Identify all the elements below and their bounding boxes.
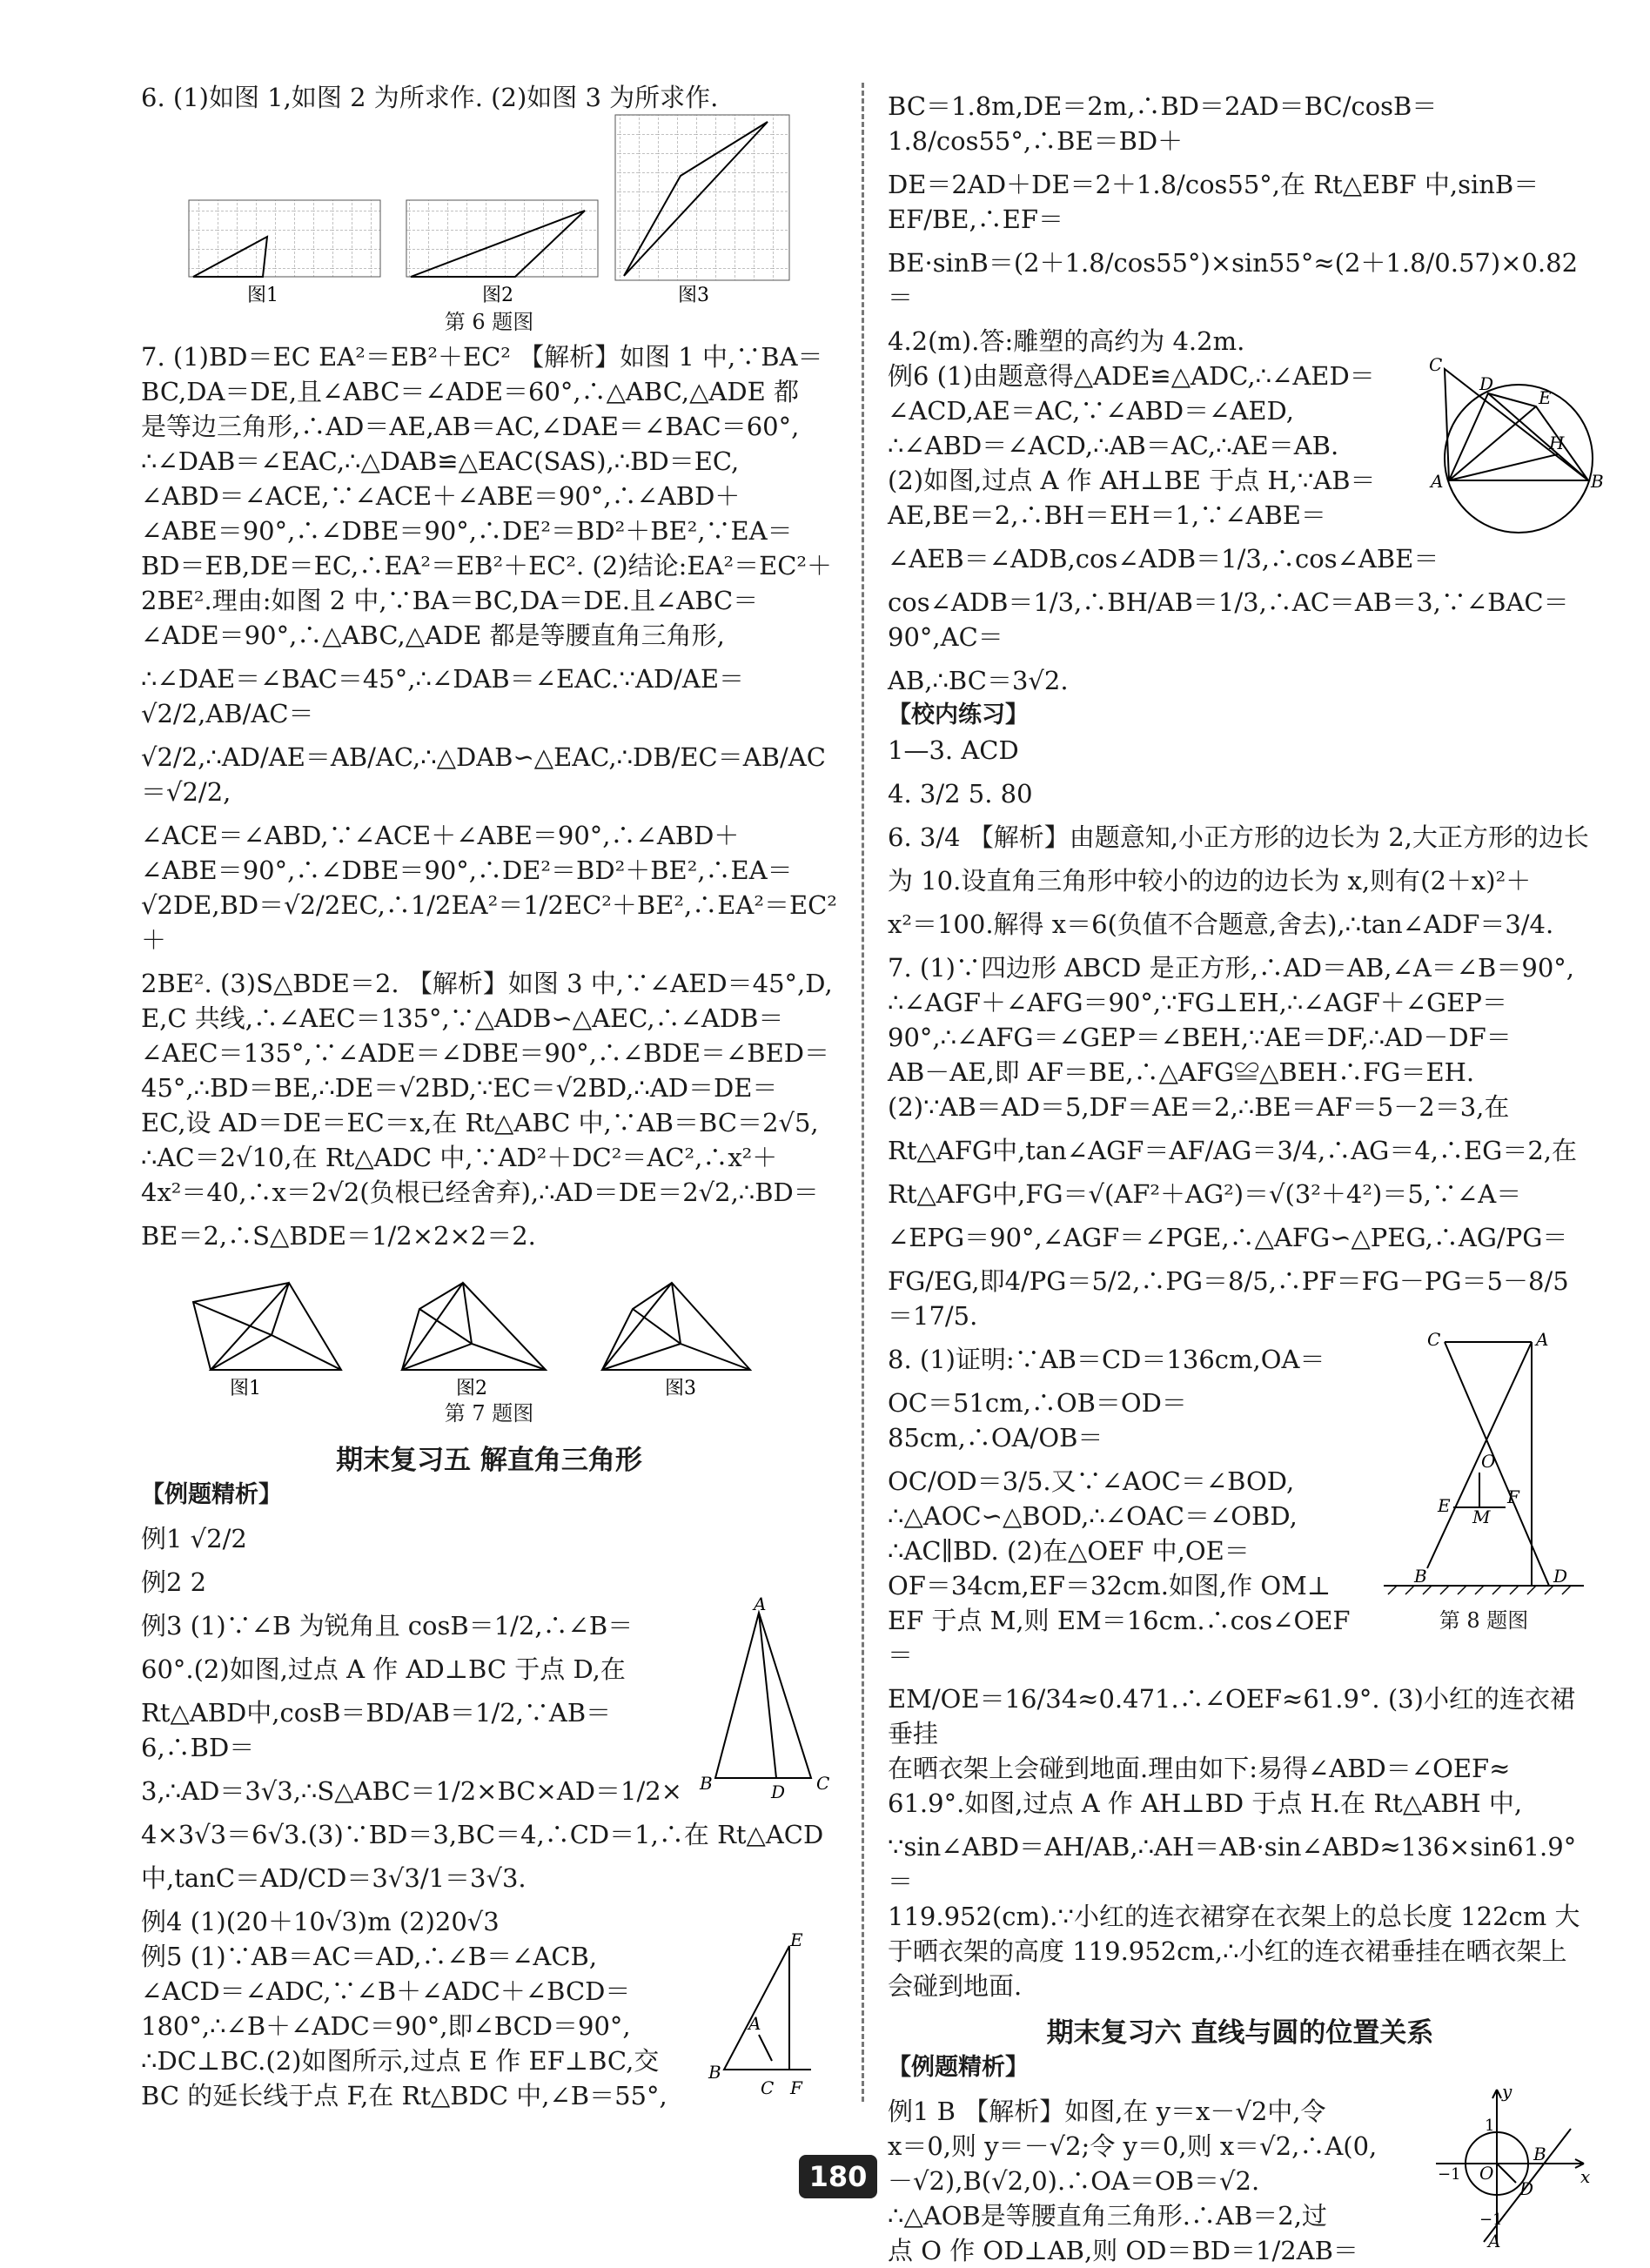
practice-8-line: 在晒衣架上会碰到地面.理由如下:易得∠ABD＝∠OEF≈ xyxy=(888,1754,1511,1783)
q7-line: ∠ACE＝∠ABD,∵∠ACE＋∠ABE＝90°,∴∠ABD＋ xyxy=(141,821,740,850)
ex5-line: 例5 (1)∵AB＝AC＝AD,∴∠B＝∠ACB, xyxy=(141,1942,598,1971)
fig-label-3: 图3 xyxy=(665,1378,696,1399)
left-column xyxy=(141,80,837,2113)
practice-8-line: ∵sin∠ABD＝AH/AB,∴AH＝AB·sin∠ABD≈136×sin61.9°＝ xyxy=(888,1832,1577,1896)
section-heading: 【例题精析】 xyxy=(141,1481,282,1508)
practice-6-line: 为 10.设直角三角形中较小的边的边长为 x,则有(2＋x)²＋ xyxy=(888,866,1532,896)
section-title-5: 期末复习五 解直角三角形 xyxy=(336,1445,642,1476)
svg-text:x: x xyxy=(1580,2166,1591,2187)
svg-text:D: D xyxy=(771,1782,786,1802)
ex5-cont-line: DE＝2AD＋DE＝2＋1.8/cos55°,在 Rt△EBF 中,sinB＝EF/BE,∴EF＝ xyxy=(888,170,1539,234)
q7-line: ∠ABE＝90°,∴∠DBE＝90°,∴DE²＝BD²＋BE²,∵EA＝ xyxy=(141,516,793,546)
svg-text:D: D xyxy=(1519,2178,1534,2199)
svg-text:B: B xyxy=(1414,1566,1427,1587)
svg-text:D: D xyxy=(1479,373,1494,394)
svg-text:B: B xyxy=(1533,2144,1546,2164)
ex5-figure xyxy=(707,1929,837,2098)
section-title-6: 期末复习六 直线与圆的位置关系 xyxy=(1046,2017,1434,2049)
q7-line: ∠ABD＝∠ACE,∵∠ACE＋∠ABE＝90°,∴∠ABD＋ xyxy=(141,481,741,511)
ex6-line: ∠ACD,AE＝AC,∵∠ABD＝∠AED, xyxy=(888,396,1294,426)
ex3-line: 4×3√3＝6√3.(3)∵BD＝3,BC＝4,∴CD＝1,∴在 Rt△ACD xyxy=(141,1820,824,1849)
q6-figure xyxy=(141,115,837,305)
ex5-line: BC 的延长线于点 F,在 Rt△BDC 中,∠B＝55°, xyxy=(141,2081,667,2110)
svg-text:A: A xyxy=(754,1594,767,1614)
q7-line: ∠ABE＝90°,∴∠DBE＝90°,∴DE²＝BD²＋BE²,∴EA＝ xyxy=(141,856,793,885)
svg-text:A: A xyxy=(1431,471,1444,492)
q7-line: BC,DA＝DE,且∠ABC＝∠ADE＝60°,∴△ABC,△ADE 都 xyxy=(141,377,799,406)
practice-8-line: 于晒衣架的高度 119.952cm,∴小红的连衣裙垂挂在晒衣架上 xyxy=(888,1936,1567,1966)
ex3-line: Rt△ABD中,cosB＝BD/AB＝1/2,∵AB＝6,∴BD＝ xyxy=(141,1698,612,1762)
q7-line: 是等边三角形,∴AD＝AE,AB＝AC,∠DAE＝∠BAC＝60°, xyxy=(141,412,800,441)
ex6-figure xyxy=(1427,354,1604,541)
ex6-line: 例6 (1)由题意得△ADE≌△ADC,∴∠AED＝ xyxy=(888,361,1375,391)
practice-7-line: AB－AE,即 AF＝BE,∴△AFG≌△BEH∴FG＝EH. xyxy=(888,1057,1475,1087)
svg-text:E: E xyxy=(790,1929,803,1950)
practice-6-line: x²＝100.解得 x＝6(负值不合题意,舍去),∴tan∠ADF＝3/4. xyxy=(888,909,1554,939)
ex1-line: x＝0,则 y＝－√2;令 y＝0,则 x＝√2,∴A(0, xyxy=(888,2131,1378,2161)
ex6-line: AE,BE＝2,∴BH＝EH＝1,∵∠ABE＝ xyxy=(888,500,1326,530)
practice-4-5: 4. 3/2 5. 80 xyxy=(888,779,1033,809)
svg-text:−1: −1 xyxy=(1479,2211,1503,2229)
svg-text:1: 1 xyxy=(1485,2117,1495,2135)
ex5-cont-line: 4.2(m).答:雕塑的高约为 4.2m. xyxy=(888,326,1245,356)
q7-line: ∴∠DAE＝∠BAC＝45°,∴∠DAB＝∠EAC.∵AD/AE＝√2/2,AB/AC＝ xyxy=(141,664,745,728)
practice-8-line: EF 于点 M,则 EM＝16cm.∴cos∠OEF＝ xyxy=(888,1606,1351,1670)
ex1-line: 点 O 作 OD⊥AB,则 OD＝BD＝1/2AB＝ xyxy=(888,2236,1358,2265)
svg-text:A: A xyxy=(1488,2231,1501,2251)
svg-text:O: O xyxy=(1479,2163,1494,2184)
practice-8-line: OC/OD＝3/5.又∵∠AOC＝∠BOD, xyxy=(888,1466,1295,1496)
q7-caption: 第 7 题图 xyxy=(444,1401,534,1426)
ex1-line: ∴△AOB是等腰直角三角形.∴AB＝2,过 xyxy=(888,2201,1327,2231)
q7-line: 2BE².理由:如图 2 中,∵BA＝BC,DA＝DE.且∠ABC＝ xyxy=(141,586,759,615)
practice-8-line: ∴AC∥BD. (2)在△OEF 中,OE＝ xyxy=(888,1536,1250,1566)
fig-label-1: 图1 xyxy=(230,1378,261,1399)
svg-text:y: y xyxy=(1502,2081,1512,2102)
svg-text:B: B xyxy=(708,2062,721,2083)
svg-text:C: C xyxy=(761,2077,775,2098)
q7-line: √2/2,∴AD/AE＝AB/AC,∴△DAB∽△EAC,∴DB/EC＝AB/AC＝√2/2, xyxy=(141,742,826,807)
practice-7-line: Rt△AFG中,FG＝√(AF²＋AG²)＝√(3²＋4²)＝5,∵∠A＝ xyxy=(888,1179,1522,1209)
example-4: 例4 (1)(20＋10√3)m (2)20√3 xyxy=(141,1907,500,1936)
practice-8-line: 61.9°.如图,过点 A 作 AH⊥BD 于点 H.在 Rt△ABH 中, xyxy=(888,1788,1523,1818)
svg-text:−1: −1 xyxy=(1438,2165,1461,2184)
practice-7-line: ∴∠AGF＋∠AFG＝90°,∵FG⊥EH,∴∠AGF＋∠GEP＝ xyxy=(888,988,1507,1017)
q7-line: E,C 共线,∴∠AEC＝135°,∵△ADB∽△AEC,∴∠ADB＝ xyxy=(141,1003,784,1033)
q8-figure-wrap xyxy=(1375,1329,1593,1638)
ex3-line: 例3 (1)∵∠B 为锐角且 cosB＝1/2,∴∠B＝ xyxy=(141,1611,634,1641)
svg-text:C: C xyxy=(1429,354,1443,375)
column-divider xyxy=(862,83,864,2102)
q7-line: ∠ADE＝90°,∴△ABC,△ADE 都是等腰直角三角形, xyxy=(141,621,725,650)
right-column xyxy=(888,80,1604,2268)
practice-8-line: OC＝51cm,∴OB＝OD＝85cm,∴OA/OB＝ xyxy=(888,1388,1187,1453)
section-heading: 【例题精析】 xyxy=(888,2054,1029,2081)
q8-caption: 第 8 题图 xyxy=(1439,1608,1529,1633)
ex6-line: (2)如图,过点 A 作 AH⊥BE 于点 H,∵AB＝ xyxy=(888,466,1376,495)
practice-8-line: OF＝34cm,EF＝32cm.如图,作 OM⊥ xyxy=(888,1571,1331,1600)
practice-8-line: 119.952(cm).∵小红的连衣裙穿在衣架上的总长度 122cm 大 xyxy=(888,1902,1580,1931)
practice-1-3: 1—3. ACD xyxy=(888,735,1019,765)
practice-7-line: (2)∵AB＝AD＝5,DF＝AE＝2,∴BE＝AF＝5－2＝3,在 xyxy=(888,1092,1510,1122)
svg-text:M: M xyxy=(1472,1506,1491,1527)
q7-line: EC,设 AD＝DE＝EC＝x,在 Rt△ABC 中,∵AB＝BC＝2√5, xyxy=(141,1108,819,1137)
ex5-cont-line: BE·sinB＝(2＋1.8/cos55°)×sin55°≈(2＋1.8/0.57)×0.82＝ xyxy=(888,248,1579,312)
q7-line: 45°,∴BD＝BE,∴DE＝√2BD,∵EC＝√2BD,∴AD＝DE＝ xyxy=(141,1073,778,1103)
svg-text:A: A xyxy=(1536,1329,1549,1350)
q7-figure xyxy=(141,1274,837,1399)
svg-text:E: E xyxy=(1539,387,1552,408)
ex6-line: cos∠ADB＝1/3,∴BH/AB＝1/3,∴AC＝AB＝3,∵∠BAC＝90°,AC＝ xyxy=(888,587,1569,652)
q7-line: √2DE,BD＝√2/2EC,∴1/2EA²＝1/2EC²＋BE²,∴EA²＝EC²＋ xyxy=(141,890,837,955)
practice-8-line: EM/OE＝16/34≈0.471.∴∠OEF≈61.9°. (3)小红的连衣裙垂挂 xyxy=(888,1684,1575,1748)
ex1-line: 例1 B 【解析】如图,在 y＝x－√2中,令 xyxy=(888,2097,1326,2126)
ex5-line: ∴DC⊥BC.(2)如图所示,过点 E 作 EF⊥BC,交 xyxy=(141,2046,660,2076)
svg-text:O: O xyxy=(1481,1451,1496,1472)
svg-text:H: H xyxy=(1549,433,1565,453)
practice-7-line: ∠EPG＝90°,∠AGF＝∠PGE,∴△AFG∽△PEG,∴AG/PG＝ xyxy=(888,1223,1568,1252)
svg-text:B: B xyxy=(700,1773,713,1794)
q7-line: ∴∠DAB＝∠EAC,∴△DAB≌△EAC(SAS),∴BD＝EC, xyxy=(141,446,740,476)
svg-text:F: F xyxy=(1507,1486,1519,1507)
practice-8-line: ∴△AOC∽△BOD,∴∠OAC＝∠OBD, xyxy=(888,1501,1298,1531)
svg-text:E: E xyxy=(1438,1495,1451,1516)
fig-label-3: 图3 xyxy=(678,285,709,306)
ex3-figure xyxy=(698,1594,837,1802)
q7-line: 2BE². (3)S△BDE＝2. 【解析】如图 3 中,∵∠AED＝45°,D, xyxy=(141,969,833,998)
svg-text:B: B xyxy=(1591,471,1604,492)
practice-7-line: 7. (1)∵四边形 ABCD 是正方形,∴AD＝AB,∠A＝∠B＝90°, xyxy=(888,953,1574,983)
practice-7-line: FG/EG,即4/PG＝5/2,∴PG＝8/5,∴PF＝FG－PG＝5－8/5＝17/5. xyxy=(888,1266,1569,1331)
q7-line: 7. (1)BD＝EC EA²＝EB²＋EC² 【解析】如图 1 中,∵BA＝ xyxy=(141,342,823,372)
ex6-line: ∠AEB＝∠ADB,cos∠ADB＝1/3,∴cos∠ABE＝ xyxy=(888,544,1439,574)
q7-line: 4x²＝40,∴x＝2√2(负根已经舍弃),∴AD＝DE＝2√2,∴BD＝ xyxy=(141,1178,819,1207)
svg-text:C: C xyxy=(816,1773,830,1794)
practice-8-line: 8. (1)证明:∵AB＝CD＝136cm,OA＝ xyxy=(888,1345,1325,1374)
practice-7-line: 90°,∴∠AFG＝∠GEP＝∠BEH,∵AE＝DF,∴AD－DF＝ xyxy=(888,1023,1512,1052)
ex5-cont-line: BC＝1.8m,DE＝2m,∴BD＝2AD＝BC/cosB＝1.8/cos55°,∴BE＝BD＋ xyxy=(888,91,1438,156)
ex3-line: 3,∴AD＝3√3,∴S△ABC＝1/2×BC×AD＝1/2× xyxy=(141,1776,682,1806)
example-2: 例2 2 xyxy=(141,1567,207,1597)
q7-line: ∴AC＝2√10,在 Rt△ADC 中,∵AD²＋DC²＝AC²,∴x²＋ xyxy=(141,1143,778,1172)
svg-text:D: D xyxy=(1553,1566,1568,1587)
svg-text:C: C xyxy=(1427,1329,1441,1350)
q7-line: BE＝2,∴S△BDE＝1/2×2×2＝2. xyxy=(141,1221,536,1251)
ex6-line: ∴∠ABD＝∠ACD,∴AB＝AC,∴AE＝AB. xyxy=(888,431,1339,460)
ex3-line: 中,tanC＝AD/CD＝3√3/1＝3√3. xyxy=(141,1863,527,1893)
fig-label-2: 图2 xyxy=(482,285,513,306)
ex1-line: －√2),B(√2,0).∴OA＝OB＝√2. xyxy=(888,2166,1260,2196)
ex6-line: AB,∴BC＝3√2. xyxy=(888,666,1069,695)
ex5-line: ∠ACD＝∠ADC,∵∠B＋∠ADC＋∠BCD＝ xyxy=(141,1976,631,2006)
ex1-figure xyxy=(1419,2081,1593,2251)
practice-7-line: Rt△AFG中,tan∠AGF＝AF/AG＝3/4,∴AG＝4,∴EG＝2,在 xyxy=(888,1136,1578,1165)
ex3-line: 60°.(2)如图,过点 A 作 AD⊥BC 于点 D,在 xyxy=(141,1654,626,1684)
fig-label-2: 图2 xyxy=(456,1378,487,1399)
q7-line: ∠AEC＝135°,∵∠ADE＝∠DBE＝90°,∴∠BDE＝∠BED＝ xyxy=(141,1038,830,1068)
practice-6-line: 6. 3/4 【解析】由题意知,小正方形的边长为 2,大正方形的边长 xyxy=(888,822,1589,852)
example-1: 例1 √2/2 xyxy=(141,1524,247,1553)
q6-caption: 第 6 题图 xyxy=(444,310,534,334)
q7-line: BD＝EB,DE＝EC,∴EA²＝EB²＋EC². (2)结论:EA²＝EC²＋ xyxy=(141,551,833,580)
q8-figure xyxy=(1375,1329,1593,1594)
svg-text:A: A xyxy=(748,2013,761,2034)
ex5-line: 180°,∴∠B＋∠ADC＝90°,即∠BCD＝90°, xyxy=(141,2011,631,2041)
svg-text:F: F xyxy=(790,2077,802,2098)
practice-8-line: 会碰到地面. xyxy=(888,1971,1023,2001)
section-heading: 【校内练习】 xyxy=(888,701,1029,728)
fig-label-1: 图1 xyxy=(247,285,278,306)
page-number: 180 xyxy=(799,2155,877,2198)
q6-answer: 6. (1)如图 1,如图 2 为所求作. (2)如图 3 为所求作. xyxy=(141,83,719,112)
